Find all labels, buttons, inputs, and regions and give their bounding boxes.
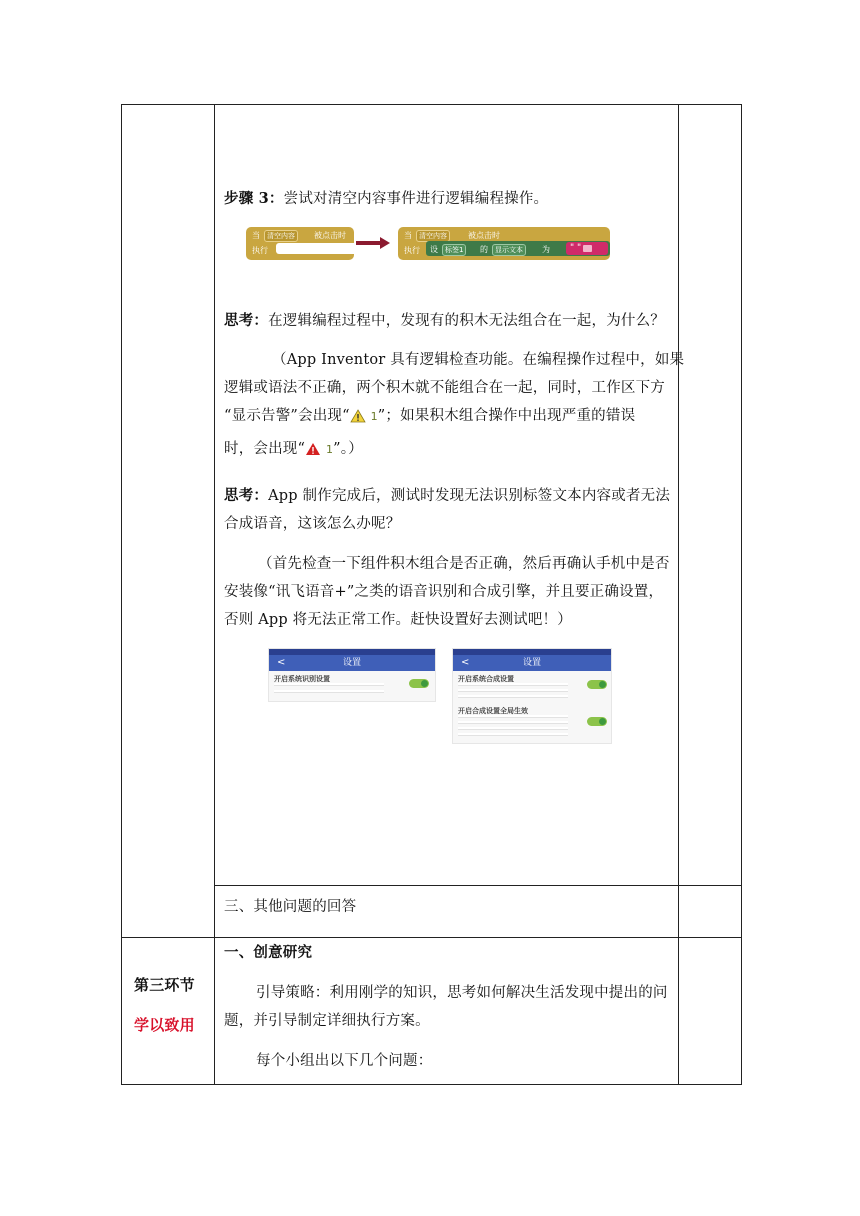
answer2-line3: 否则 App 将无法正常工作。赶快设置好去测试吧！） [224,612,572,628]
warning-count: 1 [370,410,378,423]
event-block-right [398,227,610,260]
setting-item-desc-2b [458,715,568,739]
answer1-line3 [224,401,635,432]
set-prop: 显示文本 [492,244,526,256]
answer1-line2: 逻辑或语法不正确，两个积木就不能组合在一起，同时，工作区下方 [224,380,665,396]
answer1-line4a: 时，会出现“ [224,441,306,457]
block-event-right: 被点击时 [468,231,500,240]
step3-paragraph [224,184,548,214]
settings-title: 设置 [342,658,361,668]
settings-header [269,655,435,671]
answer2-line1: （首先检查一下组件积木组合是否正确，然后再确认手机中是否 [258,556,670,572]
table-border-top [121,104,742,105]
setting-item-title-2a: 开启系统合成设置 [458,675,514,683]
phone-screenshot-1 [268,648,436,702]
think1-label: 思考： [224,312,269,329]
block-when-right: 当 [404,231,412,240]
setting-item-desc-2a [458,683,568,701]
think1-text: 在逻辑编程过程中，发现有的积木无法组合在一起，为什么？ [268,313,666,329]
think2-text1: App 制作完成后，测试时发现无法识别标签文本内容或者无法 [268,488,671,504]
set-target: 标签1 [442,244,466,256]
setting-item-desc [274,683,384,697]
block-component: 清空内容 [264,230,298,242]
table-row-divider-2 [121,937,742,938]
right-arrow-icon [356,237,390,249]
answer1-line4b: ”。） [333,441,363,457]
set-property-block [426,241,610,256]
row3-line3: 每个小组出以下几个问题： [256,1053,433,1069]
think2-line2: 合成语音，这该怎么办呢？ [224,516,401,532]
answer2-line2: 安装像“讯飞语音+”之类的语音识别和合成引擎，并且要正确设置， [224,584,664,600]
table-row-divider-1 [214,885,742,886]
row3-heading: 一、创意研究 [224,944,313,961]
set-of: 的 [480,245,488,254]
text-quote: " " [570,243,582,253]
error-count: 1 [325,443,334,456]
table-border-bottom [121,1084,742,1085]
think2-label: 思考： [224,487,269,504]
back-icon: < [277,657,286,668]
setting-item-title-2b: 开启合成设置全局生效 [458,707,528,715]
row3-line2: 题，并引导制定详细执行方案。 [224,1013,430,1029]
think2-line1 [224,481,670,511]
set-label: 设 [430,245,438,254]
block-event: 被点击时 [314,231,346,240]
stage-subtitle: 学以致用 [134,1016,195,1034]
error-icon [305,442,321,456]
setting-item-title: 开启系统识别设置 [274,675,330,683]
setting-toggle-2b [587,717,607,726]
text-block [566,242,608,255]
stage-title: 第三环节 [134,976,195,994]
row3-line1: 引导策略：利用刚学的知识，思考如何解决生活发现中提出的问 [256,985,668,1001]
block-do: 执行 [252,246,268,255]
answer1-line3a: “显示告警”会出现“ [224,408,350,424]
block-component-right: 清空内容 [416,230,450,242]
warning-icon [350,409,366,423]
block-do-right: 执行 [404,246,420,255]
step3-text: 尝试对清空内容事件进行逻辑编程操作。 [283,191,549,207]
think1-paragraph [224,306,665,336]
row2-text: 三、其他问题的回答 [224,899,357,915]
phone-screenshot-2 [452,648,612,744]
setting-toggle-2a [587,680,607,689]
step3-label: 步骤 3： [224,190,284,207]
answer1-line3b: ”；如果积木组合操作中出现严重的错误 [377,408,636,424]
setting-toggle [409,679,429,688]
block-empty-slot [276,243,354,254]
event-block-left [246,227,354,260]
text-slot [583,245,592,252]
settings-title-2: 设置 [522,658,541,668]
set-to: 为 [542,245,550,254]
answer1-line1: （App Inventor 具有逻辑检查功能。在编程操作过程中，如果 [272,352,685,368]
answer1-line4 [224,434,363,465]
block-when: 当 [252,231,260,240]
settings-header-2 [453,655,611,671]
back-icon-2: < [461,657,470,668]
